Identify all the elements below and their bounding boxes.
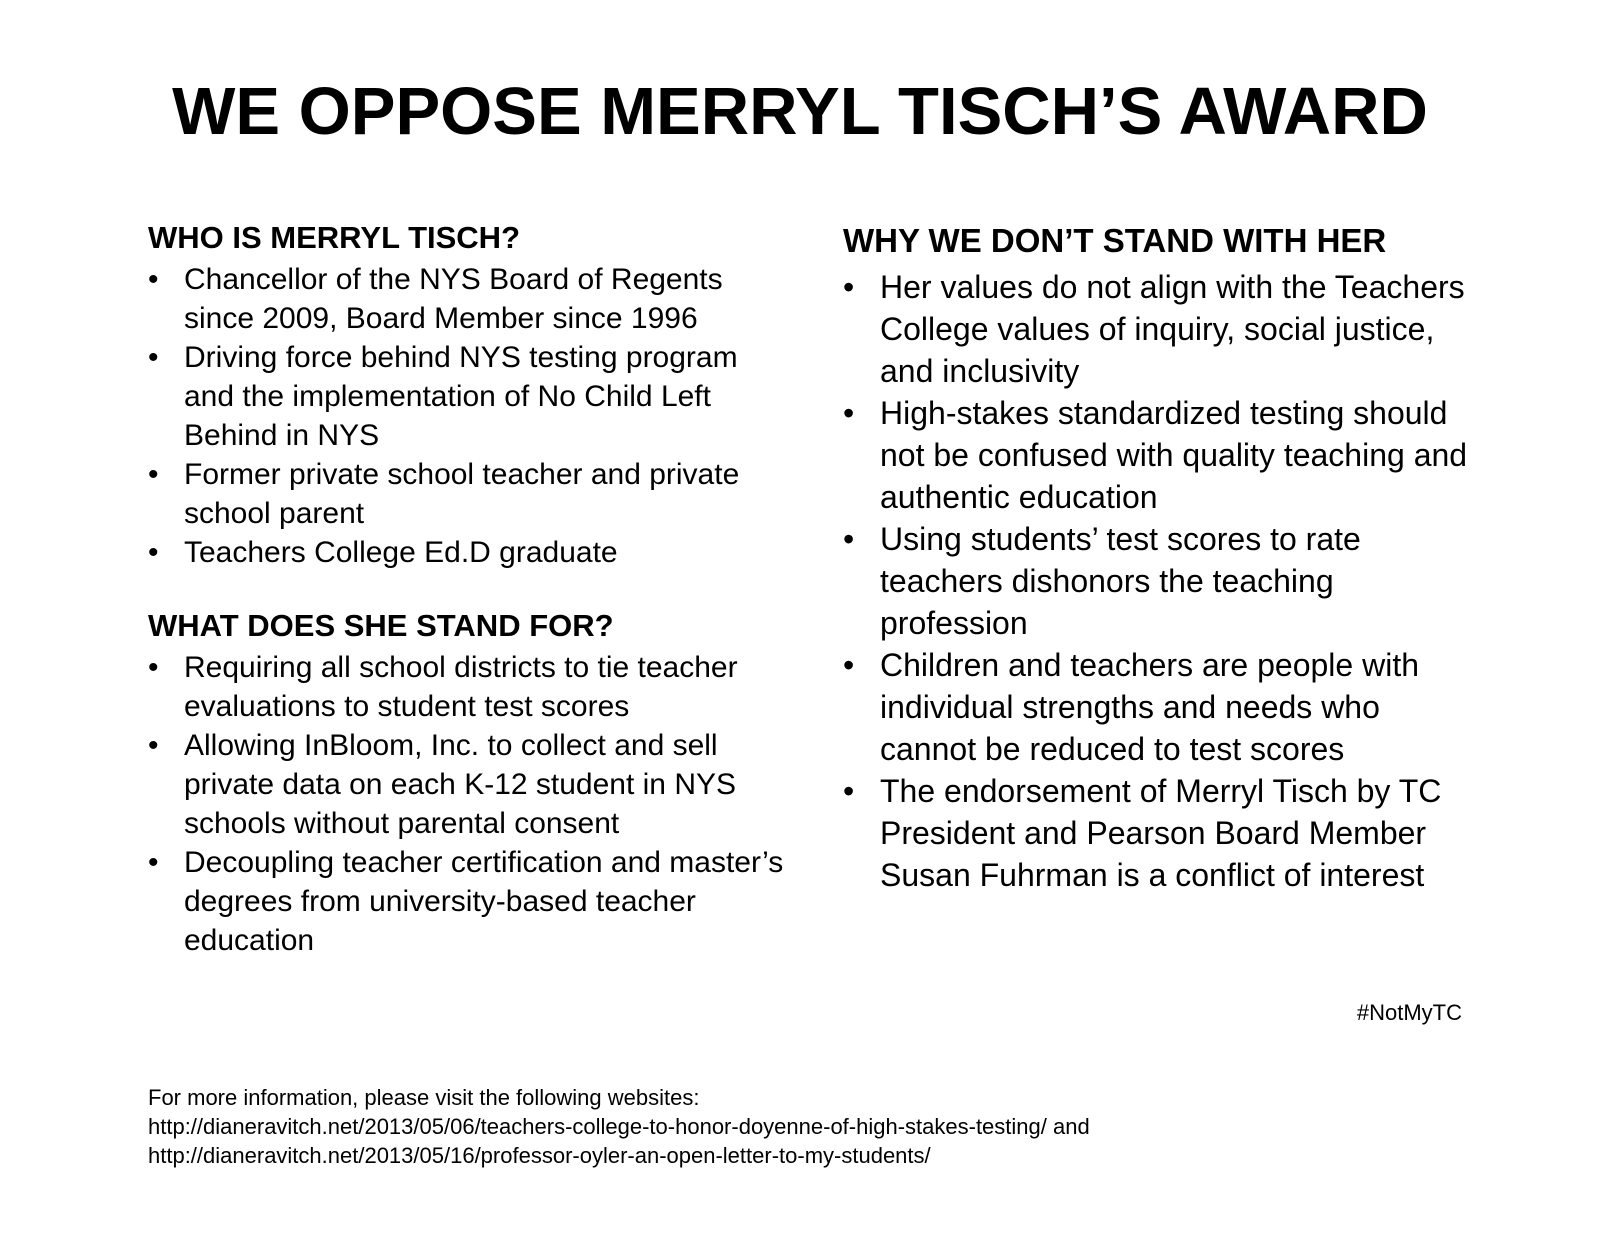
list-item xyxy=(148,648,788,726)
list-item-text: Requiring all school districts to tie teacher evaluations to student test scores xyxy=(184,651,738,723)
footer-connector: and xyxy=(1053,1114,1090,1139)
bullet-icon: • xyxy=(148,536,159,569)
list-item xyxy=(148,726,788,843)
bullet-icon: • xyxy=(148,263,159,296)
who-heading: WHO IS MERRYL TISCH? xyxy=(148,220,520,255)
list-item-text: Children and teachers are people with individual strengths and needs who cannot be reduced to test scores xyxy=(880,647,1419,767)
list-item xyxy=(148,455,788,533)
why-list xyxy=(843,266,1483,896)
bullet-icon: • xyxy=(148,458,159,491)
who-list xyxy=(148,260,788,572)
list-item-text: Using students’ test scores to rate teachers dishonors the teaching profession xyxy=(880,521,1361,641)
footer-link-1[interactable]: http://dianeravitch.net/2013/05/06/teachers-college-to-honor-doyenne-of-high-stakes-testing/ xyxy=(148,1114,1047,1139)
what-heading: WHAT DOES SHE STAND FOR? xyxy=(148,608,614,643)
bullet-icon: • xyxy=(843,395,855,431)
list-item-text: The endorsement of Merryl Tisch by TC President and Pearson Board Member Susan Fuhrman is a conflict of interest xyxy=(880,773,1442,893)
what-section xyxy=(148,608,788,960)
right-column xyxy=(843,222,1483,896)
list-item xyxy=(843,392,1483,518)
bullet-icon: • xyxy=(148,846,159,879)
bullet-icon: • xyxy=(148,651,159,684)
list-item-text: High-stakes standardized testing should not be confused with quality teaching and authentic education xyxy=(880,395,1468,515)
bullet-icon: • xyxy=(148,341,159,374)
footer-line-1 xyxy=(148,1112,1448,1141)
list-item xyxy=(148,338,788,455)
bullet-icon: • xyxy=(843,773,855,809)
list-item-text: Her values do not align with the Teachers College values of inquiry, social justice, and inclusivity xyxy=(880,269,1465,389)
footer xyxy=(148,1083,1448,1170)
bullet-icon: • xyxy=(843,269,855,305)
list-item xyxy=(148,533,788,572)
hashtag: #NotMyTC xyxy=(1356,1000,1462,1025)
list-item-text: Driving force behind NYS testing program and the implementation of No Child Left Behind in NYS xyxy=(184,341,738,452)
list-item-text: Teachers College Ed.D graduate xyxy=(184,536,618,569)
bullet-icon: • xyxy=(843,647,855,683)
list-item xyxy=(148,260,788,338)
footer-line-2 xyxy=(148,1141,1448,1170)
who-section xyxy=(148,220,788,572)
page-title: WE OPPOSE MERRYL TISCH’S AWARD xyxy=(172,74,1428,149)
list-item xyxy=(843,266,1483,392)
list-item xyxy=(148,843,788,960)
list-item-text: Former private school teacher and private school parent xyxy=(184,458,740,530)
list-item xyxy=(843,644,1483,770)
list-item xyxy=(843,518,1483,644)
list-item-text: Chancellor of the NYS Board of Regents since 2009, Board Member since 1996 xyxy=(184,263,723,335)
footer-intro: For more information, please visit the following websites: xyxy=(148,1085,700,1110)
left-column xyxy=(148,220,788,960)
bullet-icon: • xyxy=(148,729,159,762)
footer-link-2[interactable]: http://dianeravitch.net/2013/05/16/professor-oyler-an-open-letter-to-my-students/ xyxy=(148,1143,931,1168)
list-item-text: Decoupling teacher certification and master’s degrees from university-based teacher education xyxy=(184,846,784,957)
section-spacer xyxy=(148,572,788,608)
what-list xyxy=(148,648,788,960)
why-section xyxy=(843,222,1483,896)
list-item xyxy=(843,770,1483,896)
list-item-text: Allowing InBloom, Inc. to collect and sell private data on each K-12 student in NYS schools without parental consent xyxy=(184,729,737,840)
why-heading: WHY WE DON’T STAND WITH HER xyxy=(843,222,1387,259)
bullet-icon: • xyxy=(843,521,855,557)
